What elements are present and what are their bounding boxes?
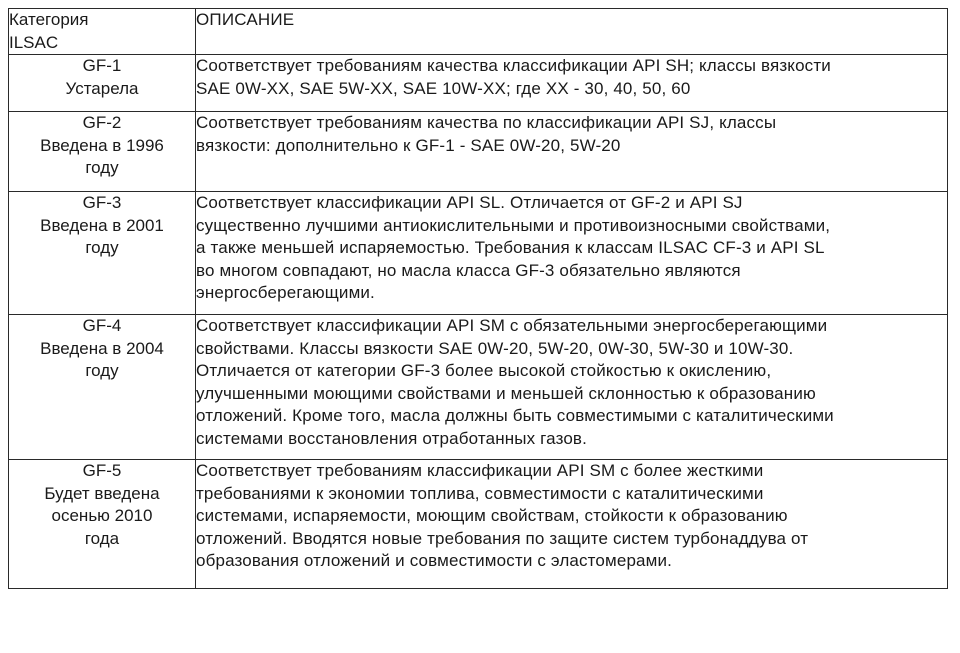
description-cell [196, 315, 948, 460]
category-code: GF-1 [82, 56, 122, 75]
description-cell [196, 55, 948, 112]
description-line: существенно лучшими антиокислительными и противоизносными свойствами, [196, 215, 831, 235]
category-cell [9, 192, 196, 315]
category-status: году [85, 361, 119, 380]
description-line: а также меньшей испаряемостью. Требования к классам ILSAC CF-3 и API SL [196, 238, 825, 257]
category-status: году [85, 158, 119, 177]
description-line: образования отложений и совместимости с эластомерами. [196, 551, 673, 570]
description-line: свойствами. Классы вязкости SAE 0W-20, 5W-20, 0W-30, 5W-30 и 10W-30. [196, 338, 794, 358]
category-status: Введена в 1996 [40, 135, 164, 155]
header-row [9, 9, 948, 55]
header-category-line2: ILSAC [9, 32, 59, 52]
description-line: Соответствует требованиям качества по классификации API SJ, классы [196, 113, 777, 132]
description-line: Отличается от категории GF-3 более высокой стойкостью к окислению, [196, 361, 772, 380]
description-cell [196, 460, 948, 589]
category-status: осенью 2010 [51, 506, 153, 525]
description-line: энергосберегающими. [196, 283, 375, 302]
category-status: Введена в 2004 [40, 338, 164, 358]
category-status: Введена в 2001 [40, 215, 164, 235]
header-category-line1: Категория [9, 10, 89, 29]
description-line: SAE 0W-XX, SAE 5W-XX, SAE 10W-XX; где XX - 30, 40, 50, 60 [196, 78, 691, 98]
description-line: во многом совпадают, но масла класса GF-3 обязательно являются [196, 260, 741, 280]
category-cell [9, 315, 196, 460]
description-line: отложений. Вводятся новые требования по защите систем турбонаддува от [196, 528, 809, 548]
category-status: году [85, 238, 119, 257]
description-line: Соответствует требованиям классификации API SM с более жесткими [196, 461, 764, 480]
category-cell [9, 112, 196, 192]
description-line: системами, испаряемости, моющим свойствам, стойкости к образованию [196, 506, 788, 525]
category-cell [9, 460, 196, 589]
description-line: системами восстановления отработанных газов. [196, 428, 587, 448]
description-line: Соответствует требованиям качества классификации API SH; классы вязкости [196, 56, 831, 75]
header-category [9, 9, 196, 55]
description-line: улучшенными моющими свойствами и меньшей склонностью к образованию [196, 383, 816, 403]
table-row-gf1 [9, 55, 948, 112]
category-status: Будет введена [44, 483, 160, 503]
category-code: GF-2 [82, 113, 122, 132]
header-description: ОПИСАНИЕ [196, 9, 948, 55]
category-code: GF-4 [82, 316, 122, 335]
table-row-gf5 [9, 460, 948, 589]
description-line: Соответствует классификации API SM с обязательными энергосберегающими [196, 316, 828, 335]
category-code: GF-5 [82, 461, 122, 480]
category-code: GF-3 [82, 193, 122, 212]
description-line: вязкости: дополнительно к GF-1 - SAE 0W-20, 5W-20 [196, 135, 621, 155]
table-row-gf2 [9, 112, 948, 192]
description-cell [196, 192, 948, 315]
description-line: требованиями к экономии топлива, совместимости с каталитическими [196, 483, 764, 503]
description-line: отложений. Кроме того, масла должны быть совместимыми с каталитическими [196, 406, 834, 425]
description-line: Соответствует классификации API SL. Отличается от GF-2 и API SJ [196, 193, 743, 212]
table-row-gf3 [9, 192, 948, 315]
table-row-gf4 [9, 315, 948, 460]
category-cell [9, 55, 196, 112]
ilsac-categories-table [8, 8, 948, 589]
description-cell [196, 112, 948, 192]
category-status: Устарела [65, 78, 139, 98]
category-status: года [84, 528, 120, 548]
